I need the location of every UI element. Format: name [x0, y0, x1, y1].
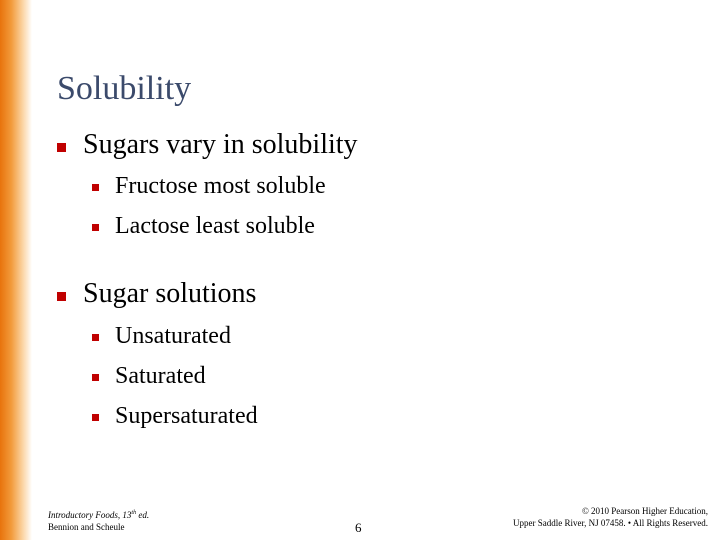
- footer-authors: Bennion and Scheule: [48, 522, 125, 532]
- bullet-square-icon: [92, 224, 99, 231]
- bullet-square-icon: [92, 184, 99, 191]
- footer-book-title: Introductory Foods, 13th ed.: [48, 510, 150, 520]
- bullet-2-text: Sugar solutions: [83, 278, 257, 309]
- orange-side-bar: [0, 0, 32, 540]
- bullet-2-sub-2: Saturated: [115, 363, 206, 389]
- slide-title: Solubility: [57, 70, 192, 107]
- bullet-square-icon: [92, 334, 99, 341]
- footer-copyright: © 2010 Pearson Higher Education, Upper Saddle River, NJ 07458. • All Rights Reserved.: [512, 506, 708, 528]
- bullet-1-sub-2: Lactose least soluble: [115, 213, 315, 239]
- bullet-1-sub-1: Fructose most soluble: [115, 173, 326, 199]
- page-number: 6: [355, 520, 362, 535]
- bullet-square-icon: [57, 292, 66, 301]
- bullet-1-text: Sugars vary in solubility: [83, 129, 358, 160]
- bullet-square-icon: [57, 143, 66, 152]
- bullet-2-sub-1: Unsaturated: [115, 323, 231, 349]
- footer-book-info: [48, 507, 149, 533]
- bullet-square-icon: [92, 414, 99, 421]
- bullet-square-icon: [92, 374, 99, 381]
- bullet-2-sub-3: Supersaturated: [115, 403, 258, 429]
